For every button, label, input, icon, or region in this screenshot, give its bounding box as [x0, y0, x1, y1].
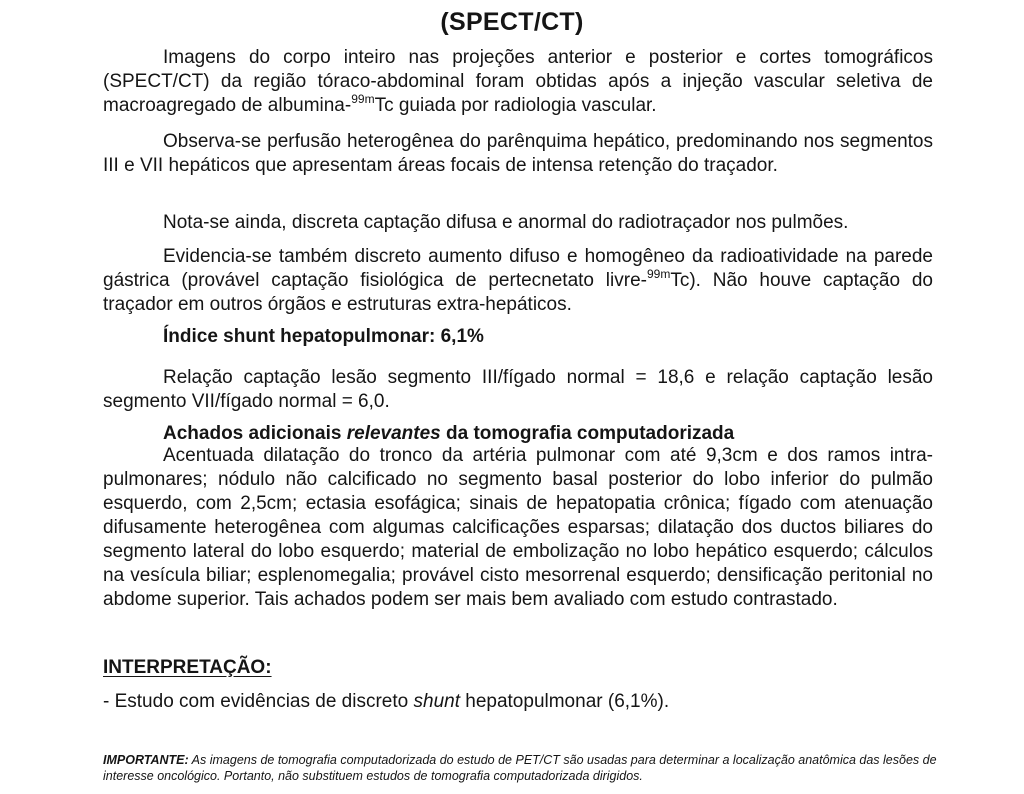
paragraph-findings: Acentuada dilatação do tronco da artéria pulmonar com até 9,3cm e dos ramos intra-pulmonares; nódulo não calcificado no segmento basal posterior do lobo inferior do pulmão esquerdo, com 2,5cm; ectasia esofágica; sinais de hepatopatia crônica; fígado com atenuação difusamente heterogênea com algumas calcificações esparsas; dilatação dos ductos biliares do segmento lateral do lobo esquerdo; material de embolização no lobo hepático esquerdo; cálculos na vesícula biliar; esplenomegalia; provável cisto mesorrenal esquerdo; densificação peritonial no abdome superior. Tais achados podem ser mais bem avaliado com estudo contrastado. — [103, 445, 933, 610]
paragraph-ratio: Relação captação lesão segmento III/fígado normal = 18,6 e relação captação lesão segmento VII/fígado normal = 6,0. — [103, 367, 933, 412]
paragraph-perfusion: Observa-se perfusão heterogênea do parênquima hepático, predominando nos segmentos III e VII hepáticos que apresentam áreas focais de intensa retenção do traçador. — [103, 131, 933, 176]
footnote-label: IMPORTANTE: — [103, 753, 189, 767]
footnote — [103, 752, 953, 784]
interpretation-text — [103, 691, 669, 713]
interpretation-heading: INTERPRETAÇÃO: — [103, 657, 272, 678]
paragraph-method-text: Imagens do corpo inteiro nas projeções anterior e posterior e cortes tomográficos (SPECT/CT) da região tóraco-abdominal foram obtidas após a injeção vascular seletiva de macroagregado de albumina- — [103, 47, 933, 116]
page-title: (SPECT/CT) — [440, 8, 584, 36]
paragraph-gastric-text: Evidencia-se também discreto aumento difuso e homogêneo da radioatividade na parede gástrica (provável captação fisiológica de pertecnetato livre- — [103, 246, 933, 291]
additional-findings-heading-emphasis: relevantes — [346, 423, 441, 444]
paragraph-method — [103, 46, 933, 118]
paragraph-gastric — [103, 245, 933, 317]
additional-findings-heading — [163, 423, 734, 445]
isotope-superscript: 99m — [351, 92, 375, 106]
additional-findings-heading-tail: da tomografia computadorizada — [440, 423, 735, 444]
paragraph-lungs: Nota-se ainda, discreta captação difusa e anormal do radiotraçador nos pulmões. — [163, 212, 849, 233]
paragraph-gastric-tail: Tc). Não houve captação do traçador em outros órgãos e estruturas extra-hepáticos. — [103, 270, 933, 315]
shunt-index-heading: Índice shunt hepatopulmonar: 6,1% — [163, 326, 484, 347]
footnote-text: As imagens de tomografia computadorizada do estudo de PET/CT são usadas para determinar a localização anatômica das lesões de interesse oncológico. Portanto, não substituem estudos de tomografia computadorizada dirigidos. — [103, 753, 937, 783]
paragraph-method-tail: Tc guiada por radiologia vascular. — [374, 95, 657, 116]
isotope-superscript: 99m — [646, 267, 671, 281]
interpretation-text-end: hepatopulmonar (6,1%). — [459, 691, 670, 712]
interpretation-text-start: - Estudo com evidências de discreto — [103, 691, 414, 712]
additional-findings-heading-text: Achados adicionais — [163, 423, 347, 444]
interpretation-emphasis: shunt — [413, 691, 460, 712]
